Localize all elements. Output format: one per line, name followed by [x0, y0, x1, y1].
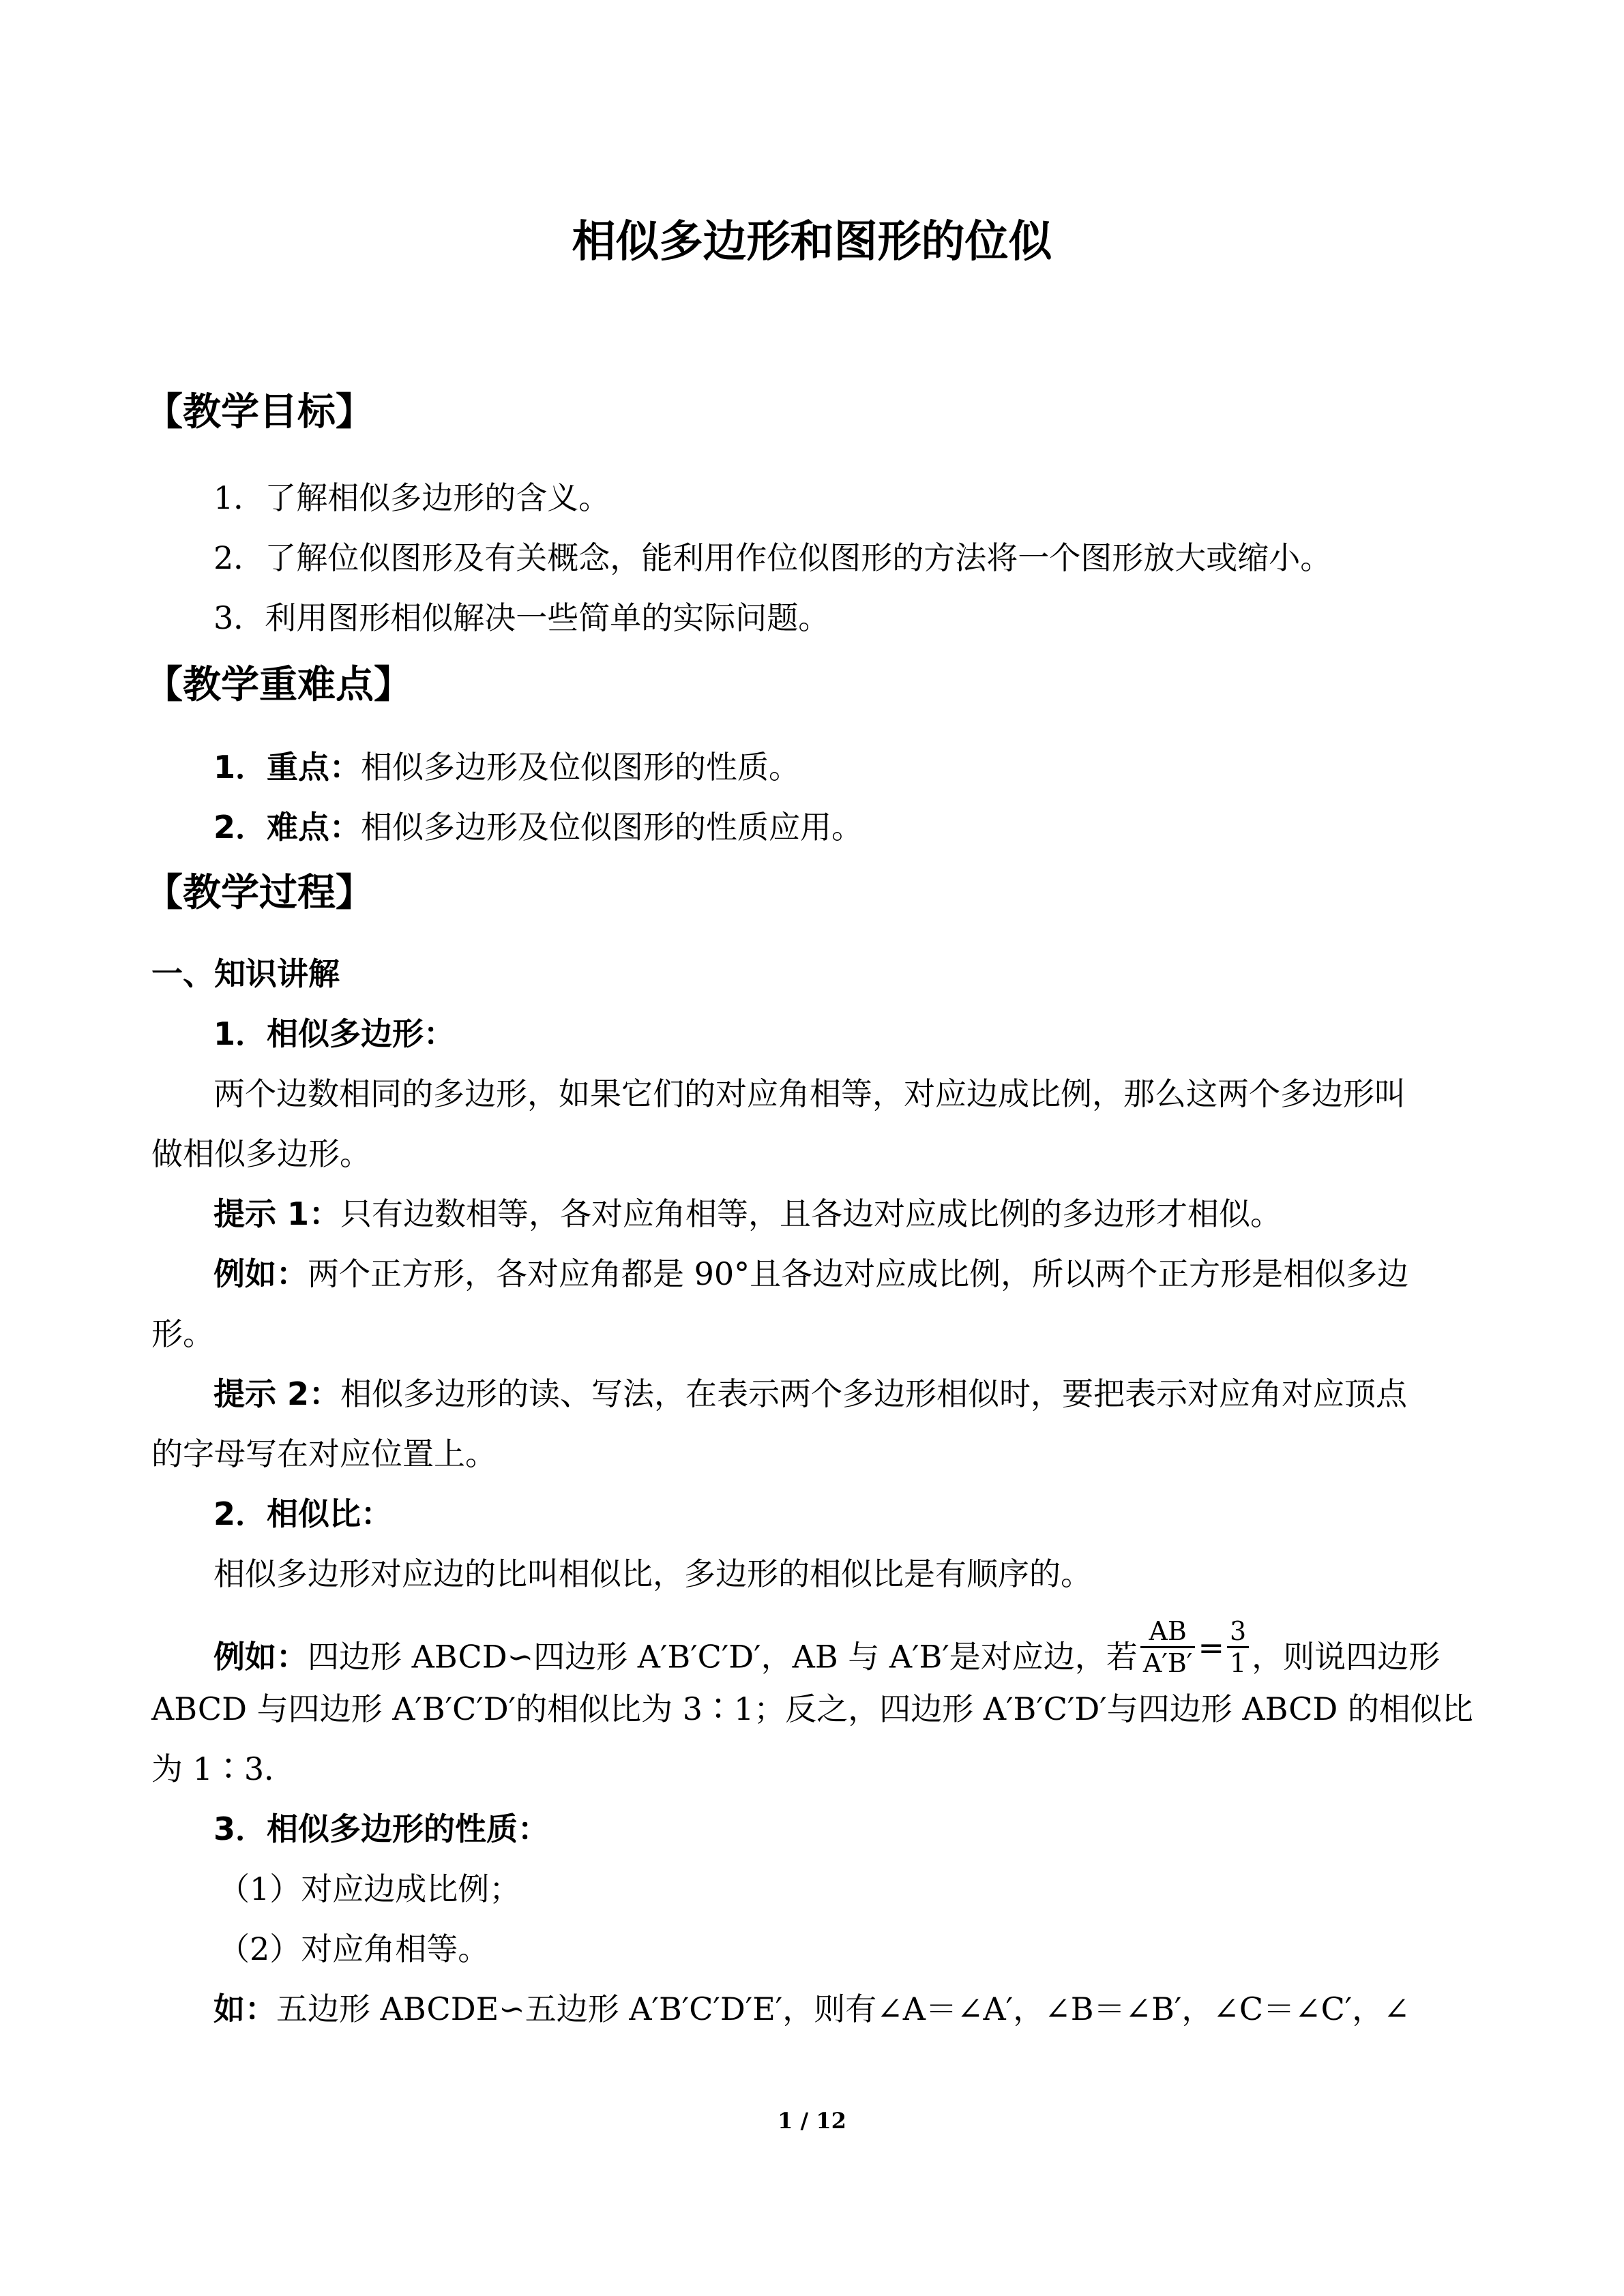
part1-title: 一、知识讲解 [151, 955, 340, 992]
page-title: 相似多边形和图形的位似 [572, 217, 1052, 267]
section1-title: 1．相似多边形： [213, 1015, 456, 1052]
page-number: 1 / 12 [778, 2108, 846, 2134]
section1-definition-line2: 做相似多边形。 [151, 1135, 371, 1172]
example1-text: 两个正方形，各对应角都是 90°且各边对应成比例，所以两个正方形是相似多边 [308, 1255, 1409, 1292]
fraction-numerator: AB [1140, 1616, 1196, 1648]
key-point-label-1: 1．重点： [213, 749, 361, 786]
example1-line1 [213, 1253, 1408, 1294]
fraction-ab-over-a-prime-b-prime [1140, 1616, 1196, 1678]
example3-label: 如： [213, 1991, 276, 2027]
tip1 [213, 1193, 1282, 1234]
objective-item-1: 1．了解相似多边形的含义。 [213, 479, 610, 516]
objective-item-2: 2．了解位似图形及有关概念，能利用作位似图形的方法将一个图形放大或缩小。 [213, 539, 1332, 576]
example3-text: 五边形 ABCDE∽五边形 A′B′C′D′E′，则有∠A＝∠A′，∠B＝∠B′，∠C＝∠C′，∠ [276, 1991, 1410, 2027]
key-points-heading: 【教学重难点】 [145, 663, 412, 707]
fraction-denominator: A′B′ [1142, 1648, 1193, 1678]
example1-label: 例如： [213, 1255, 308, 1292]
example2-text-a: 四边形 ABCD∽四边形 A′B′C′D′，AB 与 A′B′是对应边，若 [308, 1638, 1138, 1675]
example2-label: 例如： [213, 1638, 308, 1675]
tip2-label: 提示 2： [213, 1375, 341, 1412]
key-point-text-2: 相似多边形及位似图形的性质应用。 [361, 809, 863, 846]
fraction-three-over-one [1227, 1616, 1249, 1678]
key-point-item-2 [213, 807, 863, 848]
equals-sign: = [1198, 1628, 1224, 1666]
fraction-denominator: 1 [1229, 1648, 1247, 1678]
process-heading: 【教学过程】 [145, 871, 374, 915]
tip1-label: 提示 1： [213, 1195, 341, 1232]
objectives-heading: 【教学目标】 [145, 390, 374, 434]
example2-text-b: ，则说四边形 [1252, 1638, 1441, 1675]
section3-property-2: （2）对应角相等。 [218, 1930, 490, 1967]
section2-definition: 相似多边形对应边的比叫相似比，多边形的相似比是有顺序的。 [213, 1555, 1092, 1592]
tip2-line2: 的字母写在对应位置上。 [151, 1435, 497, 1472]
fraction-numerator: 3 [1227, 1616, 1249, 1648]
tip2-line1 [213, 1373, 1407, 1414]
section1-definition-line1: 两个边数相同的多边形，如果它们的对应角相等，对应边成比例，那么这两个多边形叫 [213, 1075, 1406, 1112]
example2-line1 [213, 1616, 1441, 1690]
tip1-text: 只有边数相等，各对应角相等，且各边对应成比例的多边形才相似。 [340, 1195, 1282, 1232]
example2-line3: 为 1∶3． [151, 1750, 296, 1787]
section3-title: 3．相似多边形的性质： [213, 1810, 550, 1847]
key-point-item-1 [213, 747, 800, 788]
key-point-label-2: 2．难点： [213, 809, 361, 846]
example2-line2: ABCD 与四边形 A′B′C′D′的相似比为 3∶1；反之，四边形 A′B′C′D′与四边形 ABCD 的相似比 [151, 1690, 1473, 1727]
section3-property-1: （1）对应边成比例； [218, 1870, 521, 1907]
example1-line2: 形。 [151, 1315, 214, 1352]
key-point-text-1: 相似多边形及位似图形的性质。 [361, 749, 801, 786]
objective-item-3: 3．利用图形相似解决一些简单的实际问题。 [213, 599, 830, 636]
section2-title: 2．相似比： [213, 1495, 393, 1532]
example3 [213, 1988, 1410, 2029]
tip2-text: 相似多边形的读、写法，在表示两个多边形相似时，要把表示对应角对应顶点 [340, 1375, 1408, 1412]
